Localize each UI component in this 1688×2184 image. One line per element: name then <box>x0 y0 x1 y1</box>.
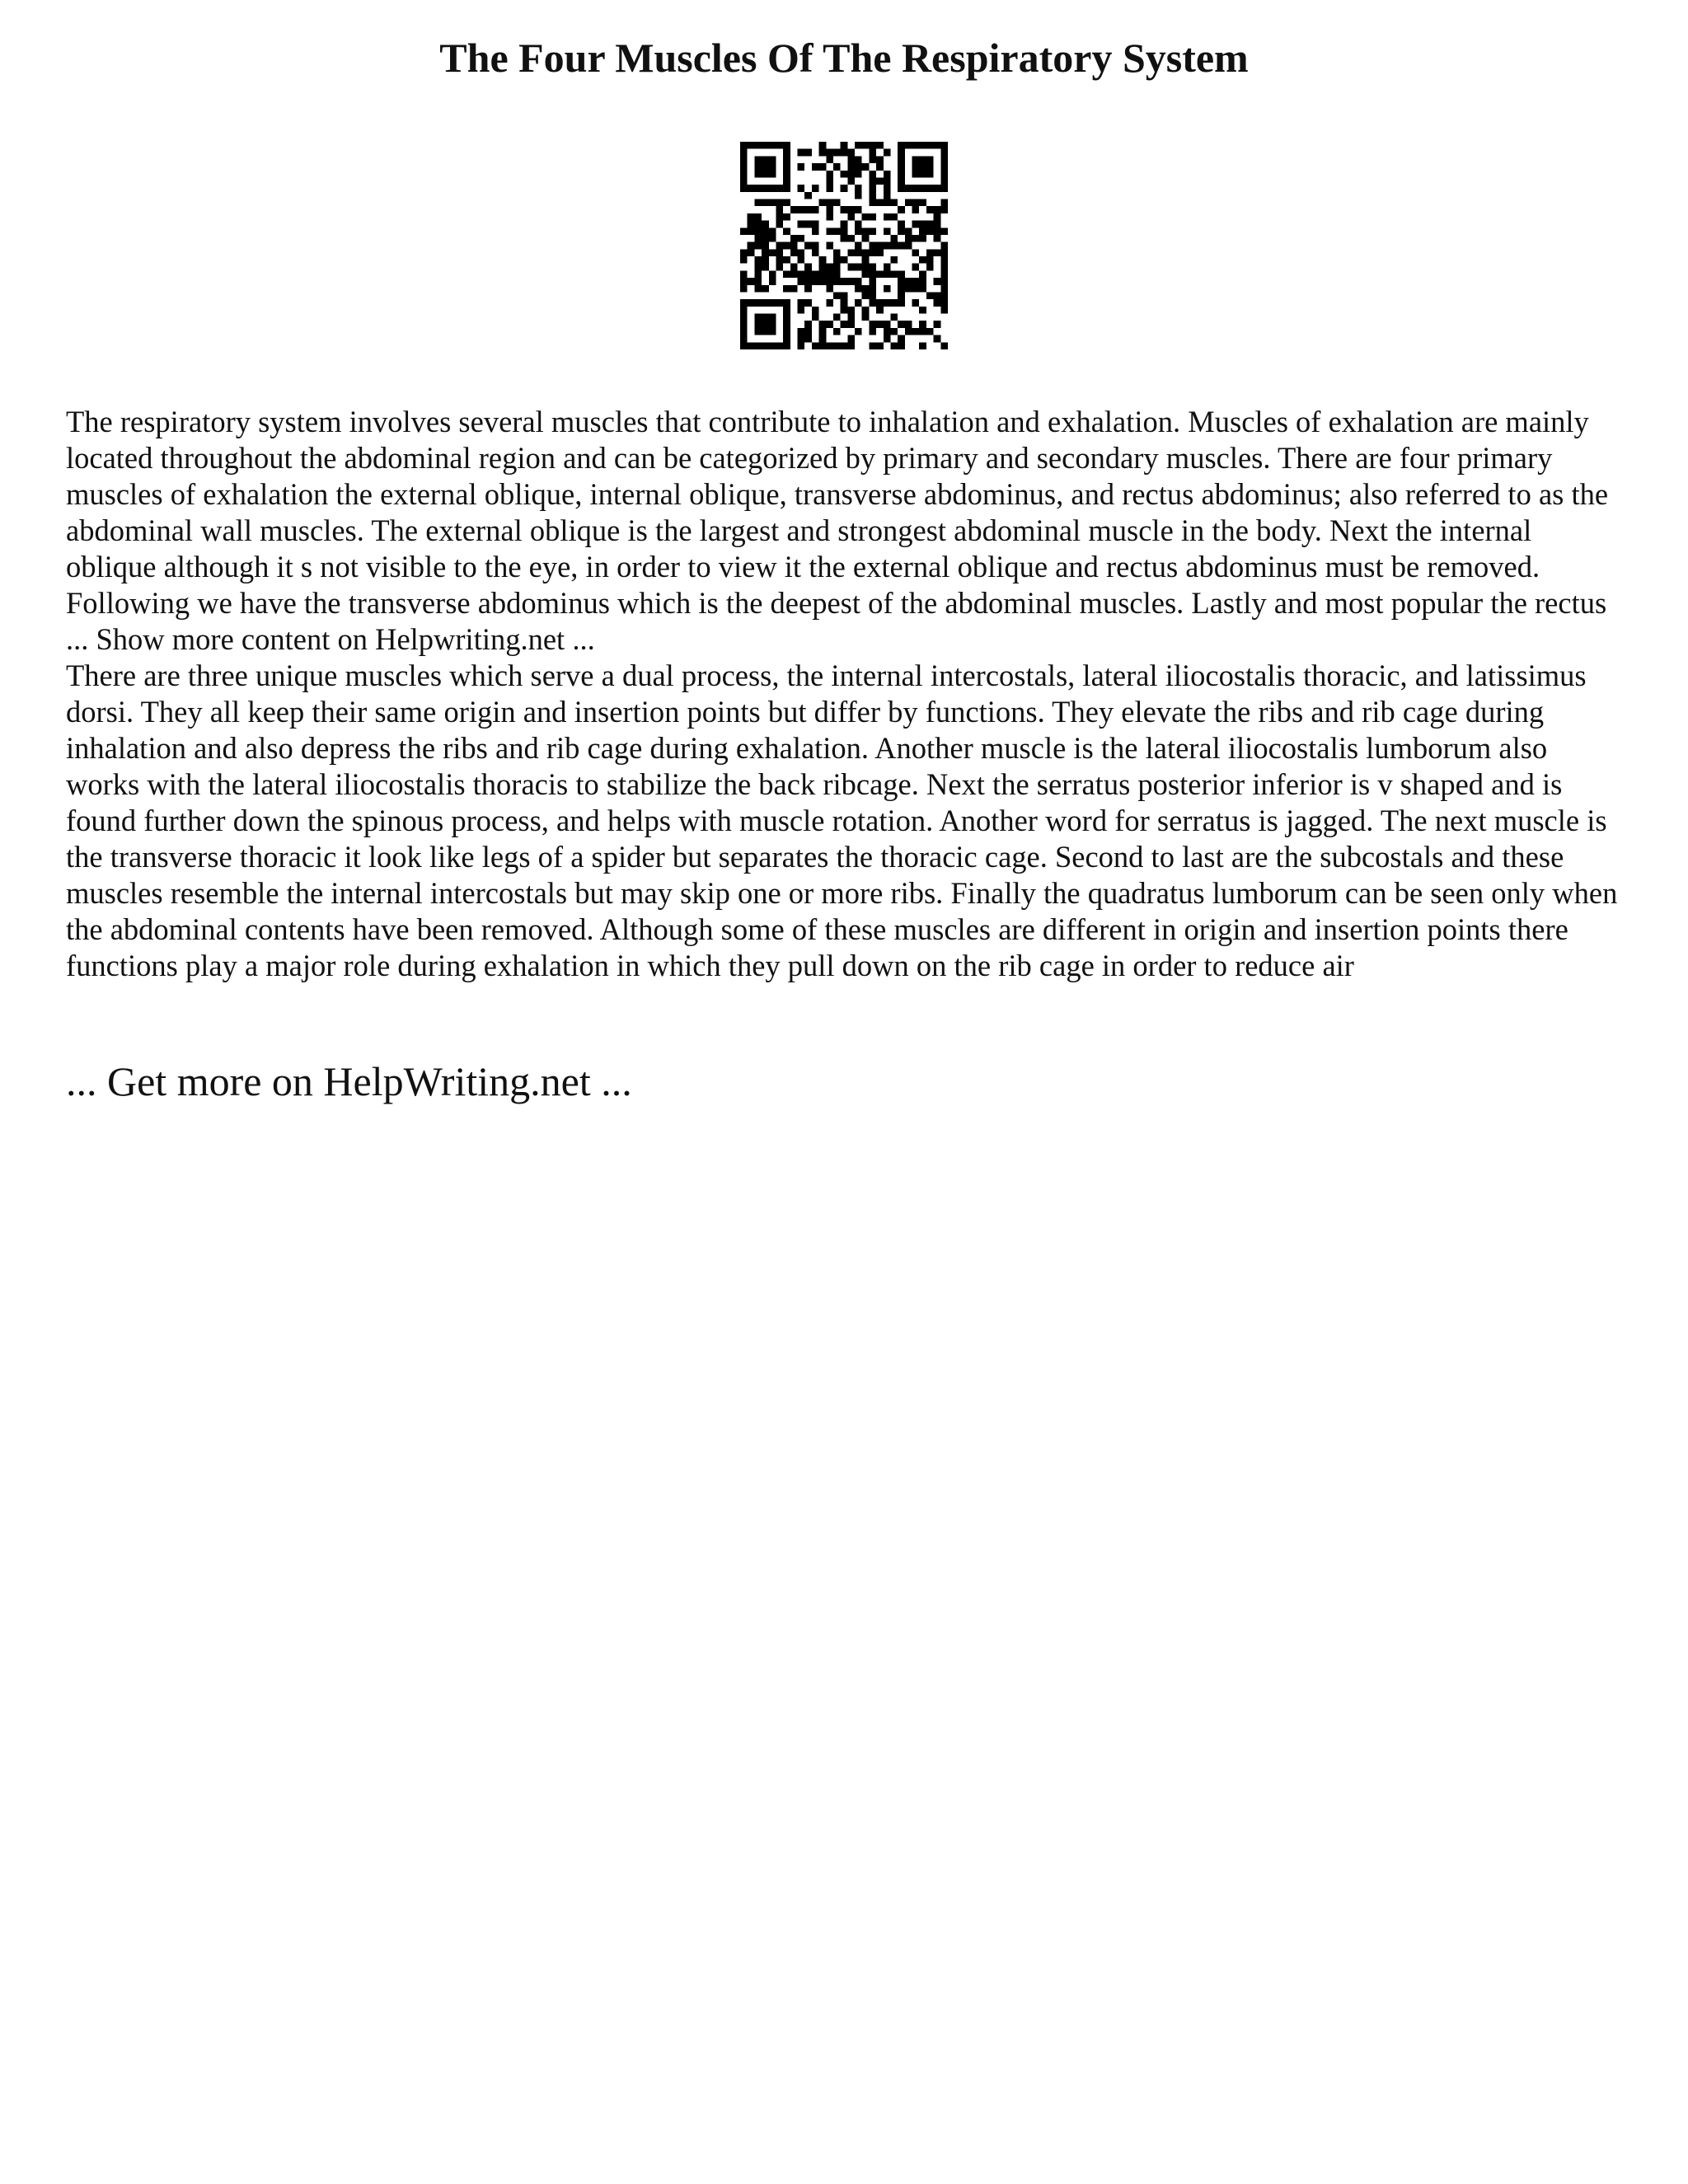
article-body <box>66 404 1624 984</box>
paragraph-2: There are three unique muscles which serve a dual process, the internal intercostals, lateral iliocostalis thoracic, and latissimus dorsi. They all keep their same origin and insertion points but differ by functions. They elevate the ribs and rib cage during inhalation and also depress the ribs and rib cage during exhalation. Another muscle is the lateral iliocostalis lumborum also works with the lateral iliocostalis thoracis to stabilize the back ribcage. Next the serratus posterior inferior is v shaped and is found further down the spinous process, and helps with muscle rotation. Another word for serratus is jagged. The next muscle is the transverse thoracic it look like legs of a spider but separates the thoracic cage. Second to last are the subcostals and these muscles resemble the internal intercostals but may skip one or more ribs. Finally the quadratus lumborum can be seen only when the abdominal contents have been removed. Although some of these muscles are different in origin and insertion points there functions play a major role during exhalation in which they pull down on the rib cage in order to reduce air <box>66 658 1618 982</box>
document-title: The Four Muscles Of The Respiratory System <box>439 35 1249 81</box>
paragraph-1: The respiratory system involves several muscles that contribute to inhalation and exhalation. Muscles of exhalation are mainly located throughout the abdominal region and can be categorized by primary and secondary muscles. There are four primary muscles of exhalation the external oblique, internal oblique, transverse abdominus, and rectus abdominus; also referred to as the abdominal wall muscles. The external oblique is the largest and strongest abdominal muscle in the body. Next the internal oblique although it s not visible to the eye, in order to view it the external oblique and rectus abdominus must be removed. Following we have the transverse abdominus which is the deepest of the abdominal muscles. Lastly and most popular the rectus ... Show more content on Helpwriting.net ... <box>66 405 1609 656</box>
get-more-link[interactable]: ... Get more on HelpWriting.net ... <box>66 1058 632 1104</box>
qr-code-icon[interactable] <box>740 142 948 349</box>
